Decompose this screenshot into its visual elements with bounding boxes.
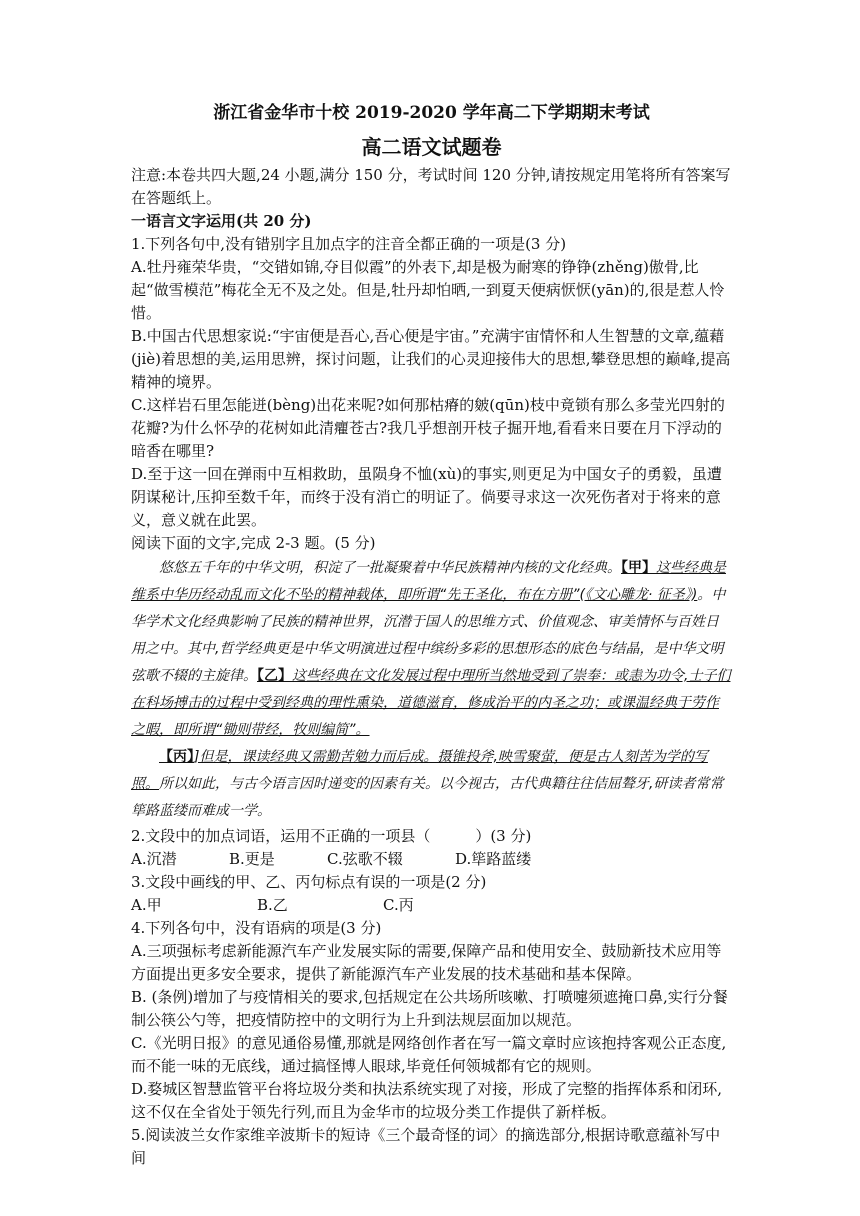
q3-option-c: C.丙	[383, 896, 414, 914]
q1-option-b: B.中国古代思想家说:“宇宙便是吾心,吾心便是宇宙。”充满宇宙情怀和人生智慧的文章,蕴藉(jiè)着思想的美,运用思辨，探讨问题，让我们的心灵迎接伟大的思想,攀登思想的巅峰,提高精神的境界。	[131, 327, 731, 391]
q4-option-d: D.婺城区智慧监管平台将垃圾分类和执法系统实现了对接，形成了完整的指挥体系和闭环,这不仅在全省处于领先行列,而且为金华市的垃圾分类工作提供了新样板。	[131, 1080, 723, 1121]
q2-option-b: B.更是	[229, 850, 275, 868]
q4-option-b: B. (条例)增加了与疫情相关的要求,包括规定在公共场所咳嗽、打喷嚏须遮掩口鼻,实行分餐制公筷公勺等，把疫情防控中的文明行为上升到法规层面加以规范。	[131, 988, 728, 1029]
marker-jia: 【甲】	[621, 560, 656, 576]
exam-title: 浙江省金华市十校 2019-2020 学年高二下学期期末考试	[213, 103, 650, 123]
q1-option-a: A.牡丹雍荣华贵，“交错如锦,夺目似霞”的外表下,却是极为耐寒的铮铮(zhěng)傲骨,比起“做雪模范”梅花全无不及之处。但是,牡丹却怕晒,一到夏天便病恹恹(yān)的,很是惹人怜惜。	[131, 258, 725, 322]
q3-option-a: A.甲	[131, 896, 162, 914]
q1-stem: 1.下列各句中,没有错别字且加点字的注音全都正确的一项是(3 分)	[131, 235, 567, 253]
q4-option-a: A.三项强标考虑新能源汽车产业发展实际的需要,保障产品和使用安全、鼓励新技术应用等方面提出更多安全要求，提供了新能源汽车产业发展的技术基础和基本保障。	[131, 942, 722, 983]
q2-stem: 2.文段中的加点词语，运用不正确的一项县（ ）(3 分)	[131, 827, 532, 845]
exam-subtitle: 高二语文试题卷	[361, 135, 502, 159]
q1-option-d: D.至于这一回在弹雨中互相救助，虽陨身不恤(xù)的事实,则更足为中国女子的勇毅，虽遭阴谋秘计,压抑至数千年，而终于没有消亡的明证了。倘要寻求这一次死伤者对于将来的意义，意义就在此罢。	[131, 465, 722, 529]
q4-stem: 4.下列各句中，没有语病的项是(3 分)	[131, 919, 382, 937]
marker-bing: 【丙】	[159, 749, 194, 765]
reading-intro: 阅读下面的文字,完成 2-3 题。(5 分)	[131, 534, 376, 552]
q3-options	[131, 894, 732, 917]
passage-text: 所以如此，与古今语言因时递变的因素有关。以今视古，古代典籍往往佶屈聱牙,研读者常常筚路蓝缕而难成一学。	[131, 776, 724, 819]
passage-paragraph-2	[131, 744, 732, 825]
passage-paragraph-1	[131, 555, 732, 744]
passage-text: 悠悠五千年的中华文明，积淀了一批凝聚着中华民族精神内核的文化经典。	[159, 560, 621, 576]
underlined-sentence-bing: ]但是，课读经典又需勤苦勉力而后成。摄锥投斧,映雪聚萤，便是古人刻苦为学的写照。	[131, 749, 708, 792]
q4-option-c: C.《光明日报》的意见通俗易懂,那就是网络创作者在写一篇文章时应该抱持客观公正态度,而不能一味的无底线，通过搞怪博人眼球,毕竟任何领城都有它的规则。	[131, 1034, 727, 1075]
notice: 注意:本卷共四大题,24 小题,满分 150 分，考试时间 120 分钟,请按规定用笔将所有答案写在答题纸上。	[131, 166, 731, 207]
q2-options	[131, 848, 732, 871]
q2-option-a: A.沉潜	[131, 850, 177, 868]
q3-stem: 3.文段中画线的甲、乙、丙句标点有误的一项是(2 分)	[131, 873, 487, 891]
q3-option-b: B.乙	[257, 896, 288, 914]
q1-option-c: C.这样岩石里怎能迸(bèng)出花来呢?如何那枯瘠的皴(qūn)枝中竟锁有那么多莹光四射的花瓣?为什么怀孕的花树如此清癯苍古?我几乎想剖开枝子掘开地,看看来日要在月下浮动的暗香在哪里?	[131, 396, 725, 460]
section-heading: 一语言文字运用(共 20 分)	[131, 212, 312, 230]
q5-stem: 5.阅读波兰女作家维辛波斯卡的短诗《三个最奇怪的词〉的摘选部分,根据诗歌意蕴补写中间	[131, 1126, 721, 1167]
underlined-sentence-yi: 这些经典在文化发展过程中理所当然地受到了崇奉：或恚为功令,士子们在科场搏击的过程中受到经典的理性熏染，道德滋育，修成治平的内圣之功；或课温经典于劳作之暇，即所谓“锄则带经，牧则编简”。	[131, 668, 731, 738]
underlined-sentence-jia: 这些经典是维系中华历经动乱而文化不坠的精神载体，即所谓“先王圣化，布在方册”(《文心雕龙· 征圣》)	[131, 560, 726, 603]
q2-option-c: C.弦歌不辍	[327, 850, 403, 868]
passage-text: 。中华学术文化经典影响了民族的精神世界，沉潜于国人的思维方式、价值观念、审美情怀与百姓日用之中。其中,哲学经典更是中华文明演进过程中缤纷多彩的思想形态的底色与结晶，是中华文明弦歌不辍的主旋律。	[131, 587, 726, 684]
marker-yi: 【乙】	[257, 668, 292, 684]
q2-option-d: D.筚路蓝缕	[455, 850, 532, 868]
